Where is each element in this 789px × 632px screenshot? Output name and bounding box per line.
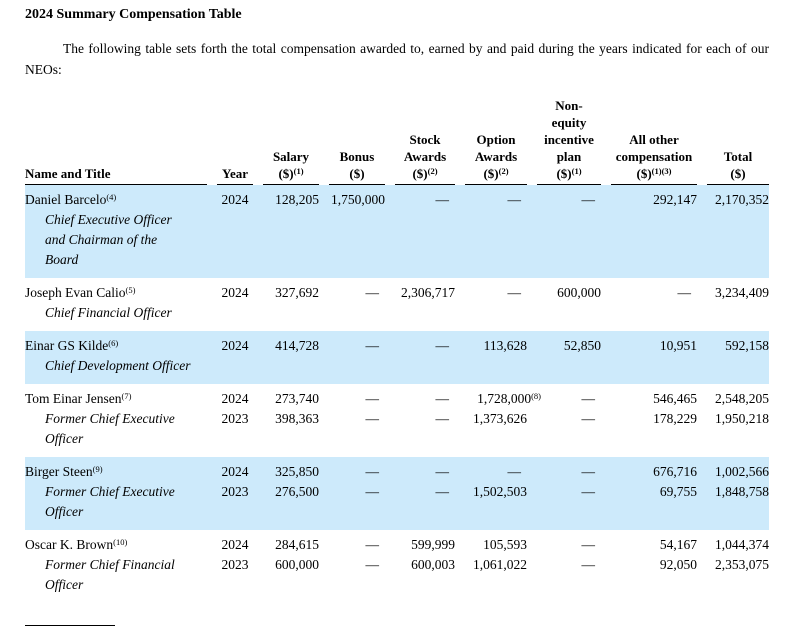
year-value: 2024 [221,537,249,552]
salary-value: 273,740 [275,391,319,406]
table-row [25,303,769,331]
neo-title: Chief Development Officer [45,358,191,373]
year-value: 2024 [221,338,249,353]
neo-title: Chief Executive Officer and Chairman of the Board [45,212,172,267]
option-awards-value: — [507,285,521,300]
total-value: 2,548,205 [715,391,769,406]
empty-cell [697,303,769,331]
stock-awards-value: 600,003 [411,557,455,572]
year-value: 2024 [221,391,249,406]
header-cell-all-other-comp: All other compensation ($)$^{(1)(3)}$ [601,97,697,185]
total-value: 1,002,566 [715,464,769,479]
footnote-ref: (7) [121,390,132,401]
neo-name: Joseph Evan Calio$^{(5)}$ [25,284,136,300]
bonus-value: — [365,338,379,353]
option-awards-value: — [507,464,521,479]
empty-cell [253,303,319,331]
table-row [25,482,769,530]
nonequity-value: — [581,484,595,499]
footnote-ref: (5) [125,284,136,295]
year-value: 2024 [221,192,249,207]
footnote-ref: (8) [531,390,541,401]
footnote-ref: (4) [106,191,117,202]
stock-awards-value: 599,999 [411,537,455,552]
neo-name: Daniel Barcelo$^{(4)}$ [25,191,117,207]
empty-cell [455,303,527,331]
nonequity-value: — [581,557,595,572]
table-row [25,555,769,603]
table-row [25,278,769,303]
stock-awards-value: — [435,411,449,426]
year-value: 2023 [221,411,249,426]
option-awards-value: 105,593 [483,537,527,552]
nonequity-value: — [581,537,595,552]
neo-group [25,530,769,603]
header-cell-stock-awards: Stock Awards ($)$^{(2)}$ [385,97,455,185]
all-other-comp-value: — [677,285,691,300]
bonus-value: — [365,537,379,552]
total-value: 2,353,075 [715,557,769,572]
stock-awards-value: — [435,338,449,353]
year-value: 2023 [221,484,249,499]
nonequity-value: — [581,464,595,479]
intro-paragraph: The following table sets forth the total compensation awarded to, earned by and paid during the years indicated for each of our NEOs: [25,41,769,77]
neo-group [25,457,769,530]
total-value: 2,170,352 [715,192,769,207]
bonus-value: — [365,557,379,572]
header-footnote-ref: (2) [427,165,438,176]
footnote-ref: (9) [92,463,103,474]
empty-cell [527,210,601,278]
footnote-ref: (10) [113,536,128,547]
neo-name: Oscar K. Brown$^{(10)}$ [25,536,128,552]
neo-name: Einar GS Kilde$^{(6)}$ [25,337,119,353]
table-row [25,185,769,210]
bonus-value: — [365,484,379,499]
empty-cell [385,210,455,278]
empty-cell [253,210,319,278]
empty-cell [385,303,455,331]
header-cell-total: Total ($) [697,97,769,185]
empty-cell [319,303,385,331]
neo-title: Chief Financial Officer [45,305,172,320]
page-title: 2024 Summary Compensation Table [25,7,242,22]
header-cell-nonequity: Non- equity incentive plan ($)$^{(1)}$ [527,97,601,185]
total-value: 592,158 [725,338,769,353]
salary-value: 325,850 [275,464,319,479]
neo-group [25,278,769,331]
footnote-rule [25,625,115,626]
year-value: 2023 [221,557,249,572]
neo-title: Former Chief Financial Officer [45,557,175,592]
option-awards-value: 1,373,626 [473,411,527,426]
year-value: 2024 [221,464,249,479]
table-row [25,210,769,278]
empty-cell [319,210,385,278]
empty-cell [697,356,769,384]
bonus-value: 1,750,000 [331,192,385,207]
nonequity-value: — [581,391,595,406]
table-row [25,356,769,384]
salary-value: 284,615 [275,537,319,552]
empty-cell [207,210,253,278]
stock-awards-value: — [435,484,449,499]
header-cell-name: Name and Title [25,97,207,185]
neo-group [25,185,769,278]
neo-title: Former Chief Executive Officer [45,484,175,519]
empty-cell [207,303,253,331]
salary-value: 398,363 [275,411,319,426]
empty-cell [385,356,455,384]
bonus-value: — [365,464,379,479]
all-other-comp-value: 92,050 [659,557,697,572]
neo-name: Birger Steen$^{(9)}$ [25,463,103,479]
total-value: 1,044,374 [715,537,769,552]
all-other-comp-value: 69,755 [659,484,697,499]
empty-cell [455,356,527,384]
header-cell-option-awards: Option Awards ($)$^{(2)}$ [455,97,527,185]
header-footnote-ref: (2) [498,165,509,176]
stock-awards-value: — [435,192,449,207]
table-row [25,409,769,457]
empty-cell [319,356,385,384]
bonus-value: — [365,391,379,406]
empty-cell [601,210,697,278]
empty-cell [455,210,527,278]
header-cell-year: Year [207,97,253,185]
empty-cell [601,303,697,331]
bonus-value: — [365,411,379,426]
neo-group [25,384,769,457]
table-row [25,384,769,409]
option-awards-value: 1,728,000$^{(8)}$ [477,390,541,406]
nonequity-value: 52,850 [563,338,601,353]
option-awards-value: 1,061,022 [473,557,527,572]
table-row [25,331,769,356]
stock-awards-value: — [435,391,449,406]
neo-name: Tom Einar Jensen$^{(7)}$ [25,390,132,406]
total-value: 1,950,218 [715,411,769,426]
option-awards-value: — [507,192,521,207]
all-other-comp-value: 10,951 [659,338,697,353]
header-footnote-ref: (1) [571,165,582,176]
compensation-table [25,97,769,603]
salary-value: 600,000 [275,557,319,572]
empty-cell [527,303,601,331]
total-value: 1,848,758 [715,484,769,499]
all-other-comp-value: 546,465 [653,391,697,406]
empty-cell [527,356,601,384]
header-cell-bonus: Bonus ($) [319,97,385,185]
empty-cell [601,356,697,384]
salary-value: 414,728 [275,338,319,353]
header-footnote-ref: (1)(3) [651,165,672,176]
all-other-comp-value: 178,229 [653,411,697,426]
header-footnote-ref: (1) [293,165,304,176]
total-value: 3,234,409 [715,285,769,300]
table-row [25,457,769,482]
all-other-comp-value: 292,147 [653,192,697,207]
empty-cell [207,356,253,384]
stock-awards-value: 2,306,717 [401,285,455,300]
stock-awards-value: — [435,464,449,479]
option-awards-value: 113,628 [483,338,527,353]
footnote-ref: (6) [108,337,119,348]
neo-title: Former Chief Executive Officer [45,411,175,446]
salary-value: 276,500 [275,484,319,499]
table-row [25,530,769,555]
all-other-comp-value: 676,716 [653,464,697,479]
year-value: 2024 [221,285,249,300]
neo-group [25,331,769,384]
salary-value: 128,205 [275,192,319,207]
salary-value: 327,692 [275,285,319,300]
nonequity-value: — [581,192,595,207]
header-cell-salary: Salary ($)$^{(1)}$ [253,97,319,185]
empty-cell [697,210,769,278]
nonequity-value: — [581,411,595,426]
option-awards-value: 1,502,503 [473,484,527,499]
table-header [25,97,769,185]
all-other-comp-value: 54,167 [659,537,697,552]
empty-cell [253,356,319,384]
nonequity-value: 600,000 [557,285,601,300]
bonus-value: — [365,285,379,300]
